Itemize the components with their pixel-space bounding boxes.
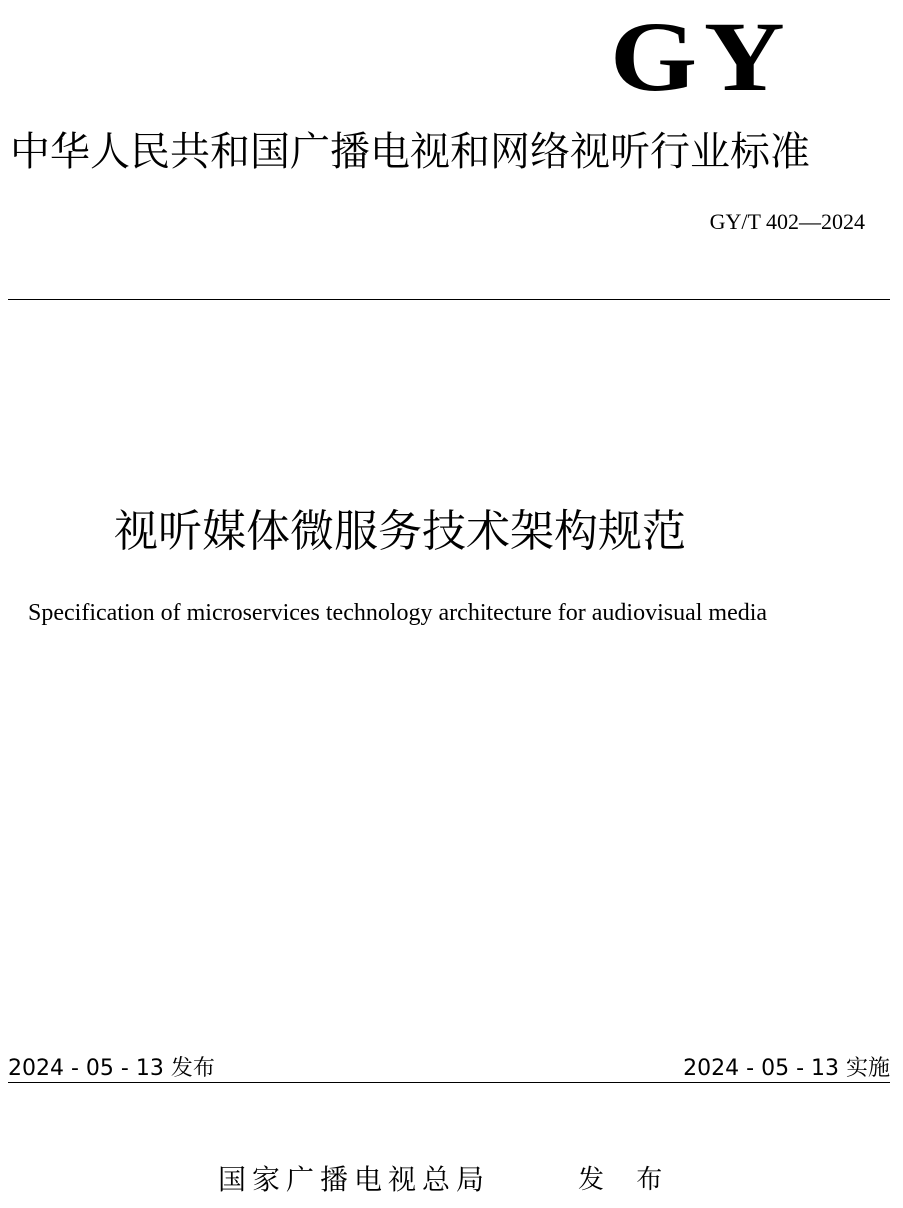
issue-date: 2024 - 05 - 13 发布	[8, 1056, 215, 1081]
top-divider	[8, 299, 890, 300]
gy-logo: GY	[610, 1, 792, 112]
organization-title: 中华人民共和国广播电视和网络视听行业标准	[10, 129, 810, 175]
implementation-date: 2024 - 05 - 13 实施	[683, 1056, 890, 1081]
standard-code: GY/T 402—2024	[709, 209, 865, 234]
document-title-english: Specification of microservices technology architecture for audiovisual media	[28, 600, 768, 626]
publisher-name: 国家广播电视总局	[218, 1163, 491, 1196]
document-title-chinese: 视听媒体微服务技术架构规范	[114, 506, 686, 557]
bottom-divider	[8, 1082, 890, 1083]
publish-label: 发 布	[578, 1165, 675, 1195]
